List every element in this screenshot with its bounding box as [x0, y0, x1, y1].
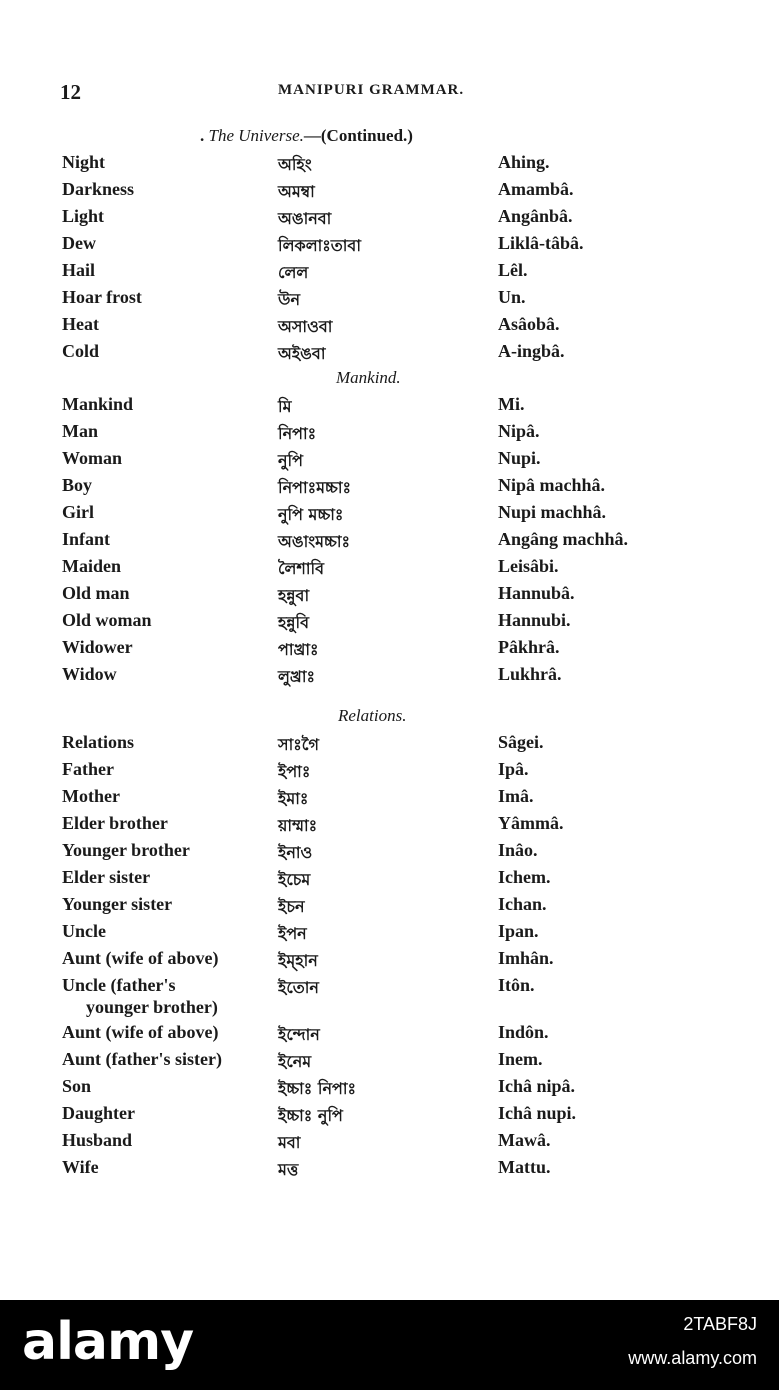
- vocab-row: [0, 179, 779, 205]
- vocab-row: [0, 1103, 779, 1129]
- transliteration: Ichâ nipâ.: [498, 1076, 576, 1096]
- bengali-script: হন্নুবি: [278, 613, 310, 632]
- bengali-script: মি: [278, 397, 292, 416]
- bengali-script: অঙাংমচ্চাঃ: [278, 532, 351, 551]
- section-title-italic: Relations.: [338, 706, 407, 725]
- vocab-row: [0, 206, 779, 232]
- english-word: Darkness: [62, 179, 135, 199]
- english-word: Hoar frost: [62, 287, 142, 307]
- transliteration: Angâng machhâ.: [498, 529, 629, 549]
- running-title: MANIPURI GRAMMAR.: [278, 82, 465, 98]
- vocab-row: [0, 260, 779, 286]
- english-word: Husband: [62, 1130, 133, 1150]
- english-word: Woman: [62, 448, 123, 468]
- bengali-script: অঙানবা: [278, 209, 332, 228]
- english-word: Elder brother: [62, 813, 168, 833]
- transliteration: Inâo.: [498, 840, 538, 860]
- english-word: Old man: [62, 583, 130, 603]
- english-word: Hail: [62, 260, 96, 280]
- vocab-row: [0, 233, 779, 259]
- transliteration: Ichâ nupi.: [498, 1103, 577, 1123]
- english-word: Father: [62, 759, 114, 779]
- english-word: Night: [62, 152, 106, 172]
- transliteration: Pâkhrâ.: [498, 637, 560, 657]
- bengali-script: লেল: [278, 263, 309, 282]
- section-title: [338, 706, 406, 726]
- transliteration: Imâ.: [498, 786, 534, 806]
- bengali-script: ইন্দোন: [278, 1025, 320, 1044]
- english-word: Son: [62, 1076, 92, 1096]
- transliteration: Ipan.: [498, 921, 539, 941]
- vocab-row: [0, 921, 779, 947]
- transliteration: Angânbâ.: [498, 206, 573, 226]
- english-word: Wife: [62, 1157, 99, 1177]
- english-word: Mankind: [62, 394, 134, 414]
- transliteration: Lukhrâ.: [498, 664, 562, 684]
- vocab-row: [0, 556, 779, 582]
- image-id: 2TABF8J: [683, 1314, 757, 1334]
- section-title: [336, 368, 401, 388]
- page-header: [60, 80, 740, 104]
- vocab-row: [0, 637, 779, 663]
- watermark-bar: [0, 1300, 779, 1390]
- transliteration: Ichan.: [498, 894, 547, 914]
- section-title-italic: Mankind.: [336, 368, 401, 387]
- english-word: Widow: [62, 664, 117, 684]
- transliteration: Imhân.: [498, 948, 554, 968]
- bengali-script: মত্ত: [278, 1160, 299, 1179]
- section-title-prefix: .: [200, 126, 209, 145]
- transliteration: Ipâ.: [498, 759, 529, 779]
- section-title-suffix: —(Continued.): [303, 126, 413, 145]
- vocab-row: [0, 287, 779, 313]
- vocab-row: [0, 1076, 779, 1102]
- transliteration: Mi.: [498, 394, 525, 414]
- transliteration: Ichem.: [498, 867, 551, 887]
- english-word: Younger brother: [62, 840, 190, 860]
- bengali-script: অইঙবা: [278, 344, 326, 363]
- english-word: Man: [62, 421, 98, 441]
- bengali-script: ইনেম: [278, 1052, 312, 1071]
- vocab-row: [0, 394, 779, 420]
- bengali-script: ইমাঃ: [278, 789, 309, 808]
- english-word: Aunt (wife of above): [62, 948, 219, 968]
- vocab-row: [0, 529, 779, 555]
- bengali-script: লুখ্রাঃ: [278, 667, 315, 686]
- transliteration: Nupi.: [498, 448, 541, 468]
- english-word: Aunt (father's sister): [62, 1049, 222, 1069]
- vocab-row: [0, 786, 779, 812]
- english-word: Widower: [62, 637, 133, 657]
- bengali-script: লৈশাবি: [278, 559, 324, 578]
- vocab-row: [0, 502, 779, 528]
- vocab-row: [0, 610, 779, 636]
- bengali-script: ইপাঃ: [278, 762, 311, 781]
- vocab-row: [0, 341, 779, 367]
- transliteration: Liklâ-tâbâ.: [498, 233, 584, 253]
- vocab-row: [0, 152, 779, 178]
- vocab-row: [0, 475, 779, 501]
- transliteration: Ahing.: [498, 152, 550, 172]
- english-word: Daughter: [62, 1103, 135, 1123]
- english-word: Light: [62, 206, 105, 226]
- english-word: Aunt (wife of above): [62, 1022, 219, 1042]
- bengali-script: ইনাও: [278, 843, 313, 862]
- bengali-script: ইচ্চাঃ নুপি: [278, 1106, 343, 1125]
- vocab-row: [0, 448, 779, 474]
- transliteration: Inem.: [498, 1049, 543, 1069]
- transliteration: Amambâ.: [498, 179, 574, 199]
- english-word: Elder sister: [62, 867, 151, 887]
- vocab-row: [0, 664, 779, 690]
- english-word-continued: younger brother): [86, 997, 218, 1017]
- english-word: Cold: [62, 341, 100, 361]
- section-title-italic: The Universe.: [208, 126, 304, 145]
- bengali-script: য়াম্মাঃ: [278, 816, 318, 835]
- transliteration: Nipâ.: [498, 421, 540, 441]
- bengali-script: নিপাঃমচ্চাঃ: [278, 478, 352, 497]
- bengali-script: উন: [278, 290, 301, 309]
- english-word: Dew: [62, 233, 96, 253]
- english-word: Mother: [62, 786, 120, 806]
- bengali-script: অসাওবা: [278, 317, 333, 336]
- vocab-row: [0, 314, 779, 340]
- alamy-logo: alamy: [22, 1312, 194, 1372]
- bengali-script: অহিং: [278, 155, 312, 174]
- bengali-script: পাখ্রাঃ: [278, 640, 319, 659]
- bengali-script: হন্নুবা: [278, 586, 310, 605]
- transliteration: Lêl.: [498, 260, 528, 280]
- english-word: Relations: [62, 732, 134, 752]
- transliteration: Mattu.: [498, 1157, 551, 1177]
- transliteration: Leisâbi.: [498, 556, 559, 576]
- vocab-row: [0, 813, 779, 839]
- bengali-script: মবা: [278, 1133, 301, 1152]
- bengali-script: নুপি: [278, 451, 303, 470]
- bengali-script: ইম্হান: [278, 951, 318, 970]
- transliteration: Indôn.: [498, 1022, 549, 1042]
- transliteration: A-ingbâ.: [498, 341, 565, 361]
- transliteration: Asâobâ.: [498, 314, 560, 334]
- english-word: Old woman: [62, 610, 152, 630]
- bengali-script: ইচন: [278, 897, 305, 916]
- vocab-row: [0, 975, 779, 1017]
- transliteration: Itôn.: [498, 975, 535, 995]
- page-number: 12: [60, 80, 81, 104]
- english-word: Younger sister: [62, 894, 173, 914]
- english-word: Boy: [62, 475, 93, 495]
- transliteration: Nupi machhâ.: [498, 502, 607, 522]
- vocab-row: [0, 867, 779, 893]
- vocab-row: [0, 1157, 779, 1183]
- vocab-row: [0, 583, 779, 609]
- transliteration: Hannubi.: [498, 610, 571, 630]
- vocab-row: [0, 1130, 779, 1156]
- transliteration: Sâgei.: [498, 732, 544, 752]
- transliteration: Hannubâ.: [498, 583, 575, 603]
- vocab-row: [0, 759, 779, 785]
- site-url: www.alamy.com: [628, 1348, 757, 1368]
- bengali-script: নিপাঃ: [278, 424, 317, 443]
- bengali-script: ইপন: [278, 924, 307, 943]
- english-word: Uncle (father's: [62, 975, 176, 995]
- bengali-script: ইচ্চাঃ নিপাঃ: [278, 1079, 357, 1098]
- bengali-script: সাঃগৈ: [278, 735, 319, 754]
- section-title: [200, 126, 413, 146]
- transliteration: Un.: [498, 287, 526, 307]
- english-word: Uncle: [62, 921, 106, 941]
- vocab-row: [0, 894, 779, 920]
- vocab-row: [0, 840, 779, 866]
- vocab-row: [0, 421, 779, 447]
- english-word: Heat: [62, 314, 99, 334]
- bengali-script: লিকলাঃতাবা: [278, 236, 361, 255]
- bengali-script: ইচেম: [278, 870, 311, 889]
- vocab-row: [0, 732, 779, 758]
- english-word: Girl: [62, 502, 94, 522]
- bengali-script: অমম্বা: [278, 182, 315, 201]
- bengali-script: নুপি মচ্চাঃ: [278, 505, 344, 524]
- vocab-row: [0, 948, 779, 974]
- vocab-row: [0, 1022, 779, 1048]
- transliteration: Nipâ machhâ.: [498, 475, 606, 495]
- english-word: Maiden: [62, 556, 122, 576]
- bengali-script: ইতোন: [278, 978, 319, 997]
- transliteration: Yâmmâ.: [498, 813, 564, 833]
- transliteration: Mawâ.: [498, 1130, 551, 1150]
- english-word: Infant: [62, 529, 111, 549]
- vocab-row: [0, 1049, 779, 1075]
